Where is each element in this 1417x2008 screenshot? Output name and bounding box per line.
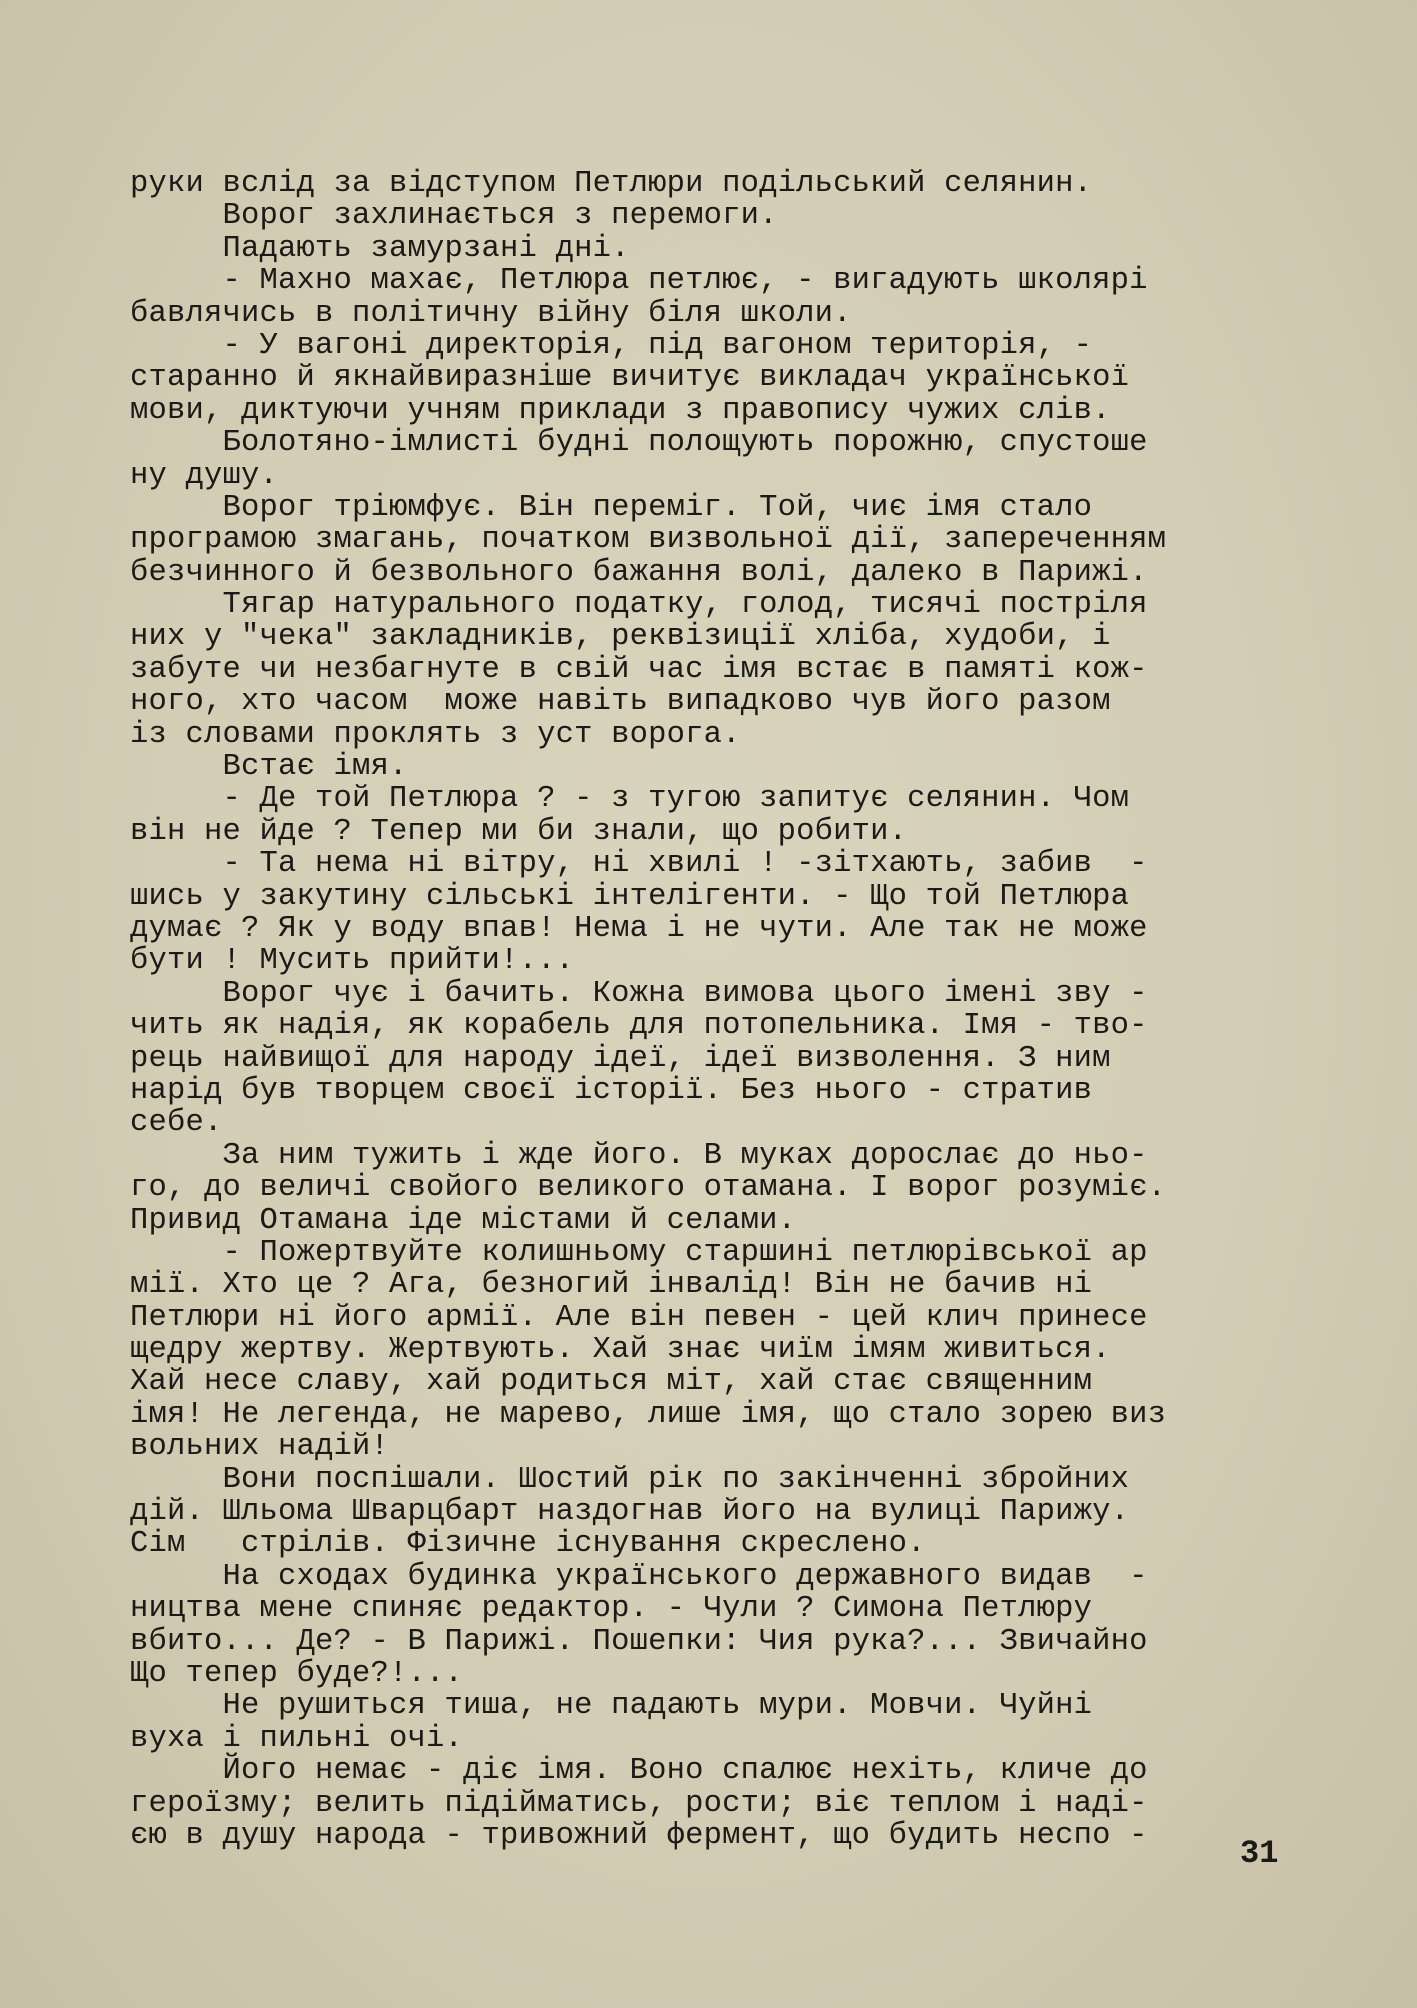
text-line: Не рушиться тиша, не падають мури. Мовчи. Чуйні [130, 1689, 1093, 1724]
text-line: - Махно махає, Петлюра петлює, - вигадують школярі [130, 264, 1148, 299]
text-line: вольних надій! [130, 1430, 390, 1465]
body-text [130, 168, 1340, 1852]
text-line: Встає імя. [130, 750, 408, 785]
text-line: програмою змагань, початком визвольної дії, запереченням [130, 523, 1167, 558]
text-line: ну душу. [130, 458, 279, 493]
text-line: Що тепер буде?!... [130, 1656, 464, 1691]
text-line: мови, диктуючи учням приклади з правопису чужих слів. [130, 393, 1111, 428]
text-line: щедру жертву. Жертвують. Хай знає чиїм імям живиться. [130, 1333, 1111, 1368]
text-line: забуте чи незбагнуте в свій час імя встає в памяті кож- [130, 652, 1148, 687]
text-line: - Та нема ні вітру, ні хвилі ! -зітхають, забив - [130, 847, 1148, 882]
text-line: - Пожертвуйте колишньому старшині петлюрівської ар [130, 1235, 1148, 1270]
text-line: Сім стрілів. Фізичне існування скреслено. [130, 1527, 926, 1562]
text-line: себе. [130, 1106, 223, 1141]
text-line: Хай несе славу, хай родиться міт, хай стає священним [130, 1365, 1093, 1400]
text-line: Тягар натурального податку, голод, тисячі постріля [130, 588, 1148, 623]
text-line: мії. Хто це ? Ага, безногий інвалід! Він не бачив ні [130, 1268, 1093, 1303]
text-line: Болотяно-імлисті будні полощують порожню, спустоше [130, 426, 1148, 461]
text-line: На сходах будинка українського державного видав - [130, 1559, 1148, 1594]
text-line: чить як надія, як корабель для потопельника. Імя - тво- [130, 1009, 1148, 1044]
text-line: руки вслід за відступом Петлюри подільський селянин. [130, 167, 1093, 201]
text-line: ництва мене спиняє редактор. - Чули ? Симона Петлюру [130, 1592, 1093, 1627]
text-line: безчинного й безвольного бажання волі, далеко в Парижі. [130, 555, 1148, 590]
text-line: із словами проклять з уст ворога. [130, 717, 741, 752]
text-line: Ворог захлинається з перемоги. [130, 199, 778, 234]
text-line: старанно й якнайвиразніше вичитує викладач української [130, 361, 1130, 396]
text-line: героїзму; велить підійматись, рости; віє теплом і наді- [130, 1786, 1148, 1821]
text-line: ного, хто часом може навіть випадково чув його разом [130, 685, 1111, 720]
text-line: він не йде ? Тепер ми би знали, що робити. [130, 814, 908, 849]
text-line: Його немає - діє імя. Воно спалює нехіть, кличе до [130, 1754, 1148, 1789]
page-number: 31 [1240, 1835, 1279, 1872]
text-line: Ворог чує і бачить. Кожна вимова цього імені зву - [130, 976, 1148, 1011]
text-line: шись у закутину сільські інтелігенти. - Що той Петлюра [130, 879, 1130, 914]
text-line: рець найвищої для народу ідеї, ідеї визволення. З ним [130, 1041, 1111, 1076]
text-line: бути ! Мусить прийти!... [130, 944, 575, 979]
text-line: єю в душу народа - тривожний фермент, що будить неспо - [130, 1818, 1148, 1853]
text-line: Ворог тріюмфує. Він переміг. Той, чиє імя стало [130, 490, 1093, 525]
text-line: - Де той Петлюра ? - з тугою запитує селянин. Чом [130, 782, 1130, 817]
text-line: дій. Шльома Шварцбарт наздогнав його на вулиці Парижу. [130, 1495, 1130, 1530]
text-line: - У вагоні директорія, під вагоном територія, - [130, 328, 1093, 363]
text-line: За ним тужить і жде його. В муках дорослає до ньо- [130, 1138, 1148, 1173]
text-line: думає ? Як у воду впав! Нема і не чути. Але так не може [130, 911, 1148, 946]
text-line: Петлюри ні його армії. Але він певен - цей клич принесе [130, 1300, 1148, 1335]
text-line: Привид Отамана іде містами й селами. [130, 1203, 797, 1238]
text-line: них у "чека" закладників, реквізиції хліба, худоби, і [130, 620, 1111, 655]
text-line: вуха і пильні очі. [130, 1721, 464, 1756]
text-line: Вони поспішали. Шостий рік по закінченні збройних [130, 1462, 1130, 1497]
text-line: вбито... Де? - В Парижі. Пошепки: Чия рука?... Звичайно [130, 1624, 1148, 1659]
text-line: Падають замурзані дні. [130, 231, 630, 266]
text-line: нарід був творцем своєї історії. Без нього - стратив [130, 1073, 1093, 1108]
text-line: бавлячись в політичну війну біля школи. [130, 296, 852, 331]
text-line: го, до величі свойого великого отамана. І ворог розуміє. [130, 1171, 1167, 1206]
text-line: імя! Не легенда, не марево, лише імя, що стало зорею виз [130, 1397, 1167, 1432]
